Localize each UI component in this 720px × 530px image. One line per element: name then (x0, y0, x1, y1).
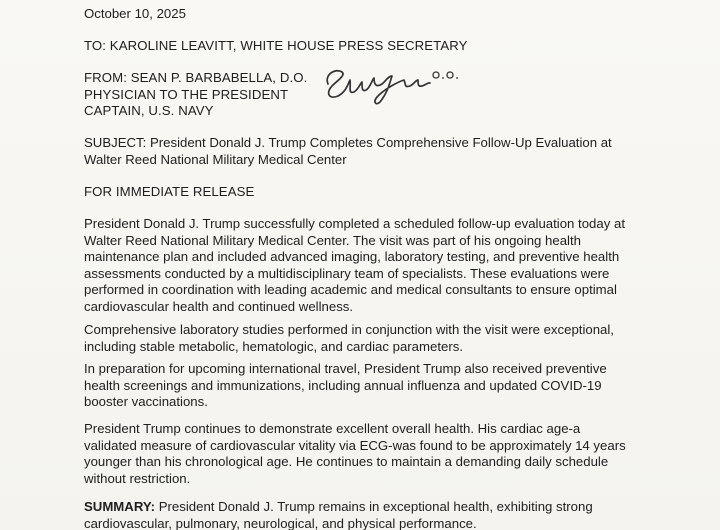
memo-from: FROM: SEAN P. BARBABELLA, D.O. (84, 70, 308, 85)
summary-label: SUMMARY: (84, 499, 156, 514)
memo-date: October 10, 2025 (84, 6, 186, 21)
memo-to: TO: KAROLINE LEAVITT, WHITE HOUSE PRESS SECRETARY (84, 38, 468, 53)
summary-text: President Donald J. Trump remains in exceptional health, exhibiting strong cardiovascular, pulmonary, neurological, and physical performance. (84, 499, 593, 530)
memo-subject: SUBJECT: President Donald J. Trump Completes Comprehensive Follow-Up Evaluation at Walter Reed National Military Medical Center (84, 135, 612, 167)
memo-release-line: FOR IMMEDIATE RELEASE (84, 184, 255, 199)
memo-from-rank: CAPTAIN, U.S. NAVY (84, 103, 214, 118)
memo-paragraph-3: In preparation for upcoming international travel, President Trump also received preventive health screenings and immunizations, including annual influenza and updated COVID-19 booster vaccinations. (84, 361, 607, 409)
handwritten-signature (318, 62, 468, 106)
memo-summary (84, 499, 704, 530)
memo-paragraph-2: Comprehensive laboratory studies performed in conjunction with the visit were exceptional, including stable metabolic, hematologic, and cardiac parameters. (84, 322, 614, 354)
memo-paragraph-4: President Trump continues to demonstrate excellent overall health. His cardiac age-a validated measure of cardiovascular vitality via ECG-was found to be approximately 14 years younger than his chronological age. He continues to maintain a demanding daily schedule without restriction. (84, 421, 626, 486)
memo-from-title: PHYSICIAN TO THE PRESIDENT (84, 86, 289, 102)
memo-paragraph-1: President Donald J. Trump successfully completed a scheduled follow-up evaluation today at Walter Reed National Military Medical Center. The visit was part of his ongoing health maintenance plan and included advanced imaging, laboratory testing, and preventive health assessments conducted by a multidisciplinary team of specialists. These evaluations were performed in coordination with leading academic and medical consultants to ensure optimal cardiovascular health and continued wellness. (84, 216, 625, 314)
